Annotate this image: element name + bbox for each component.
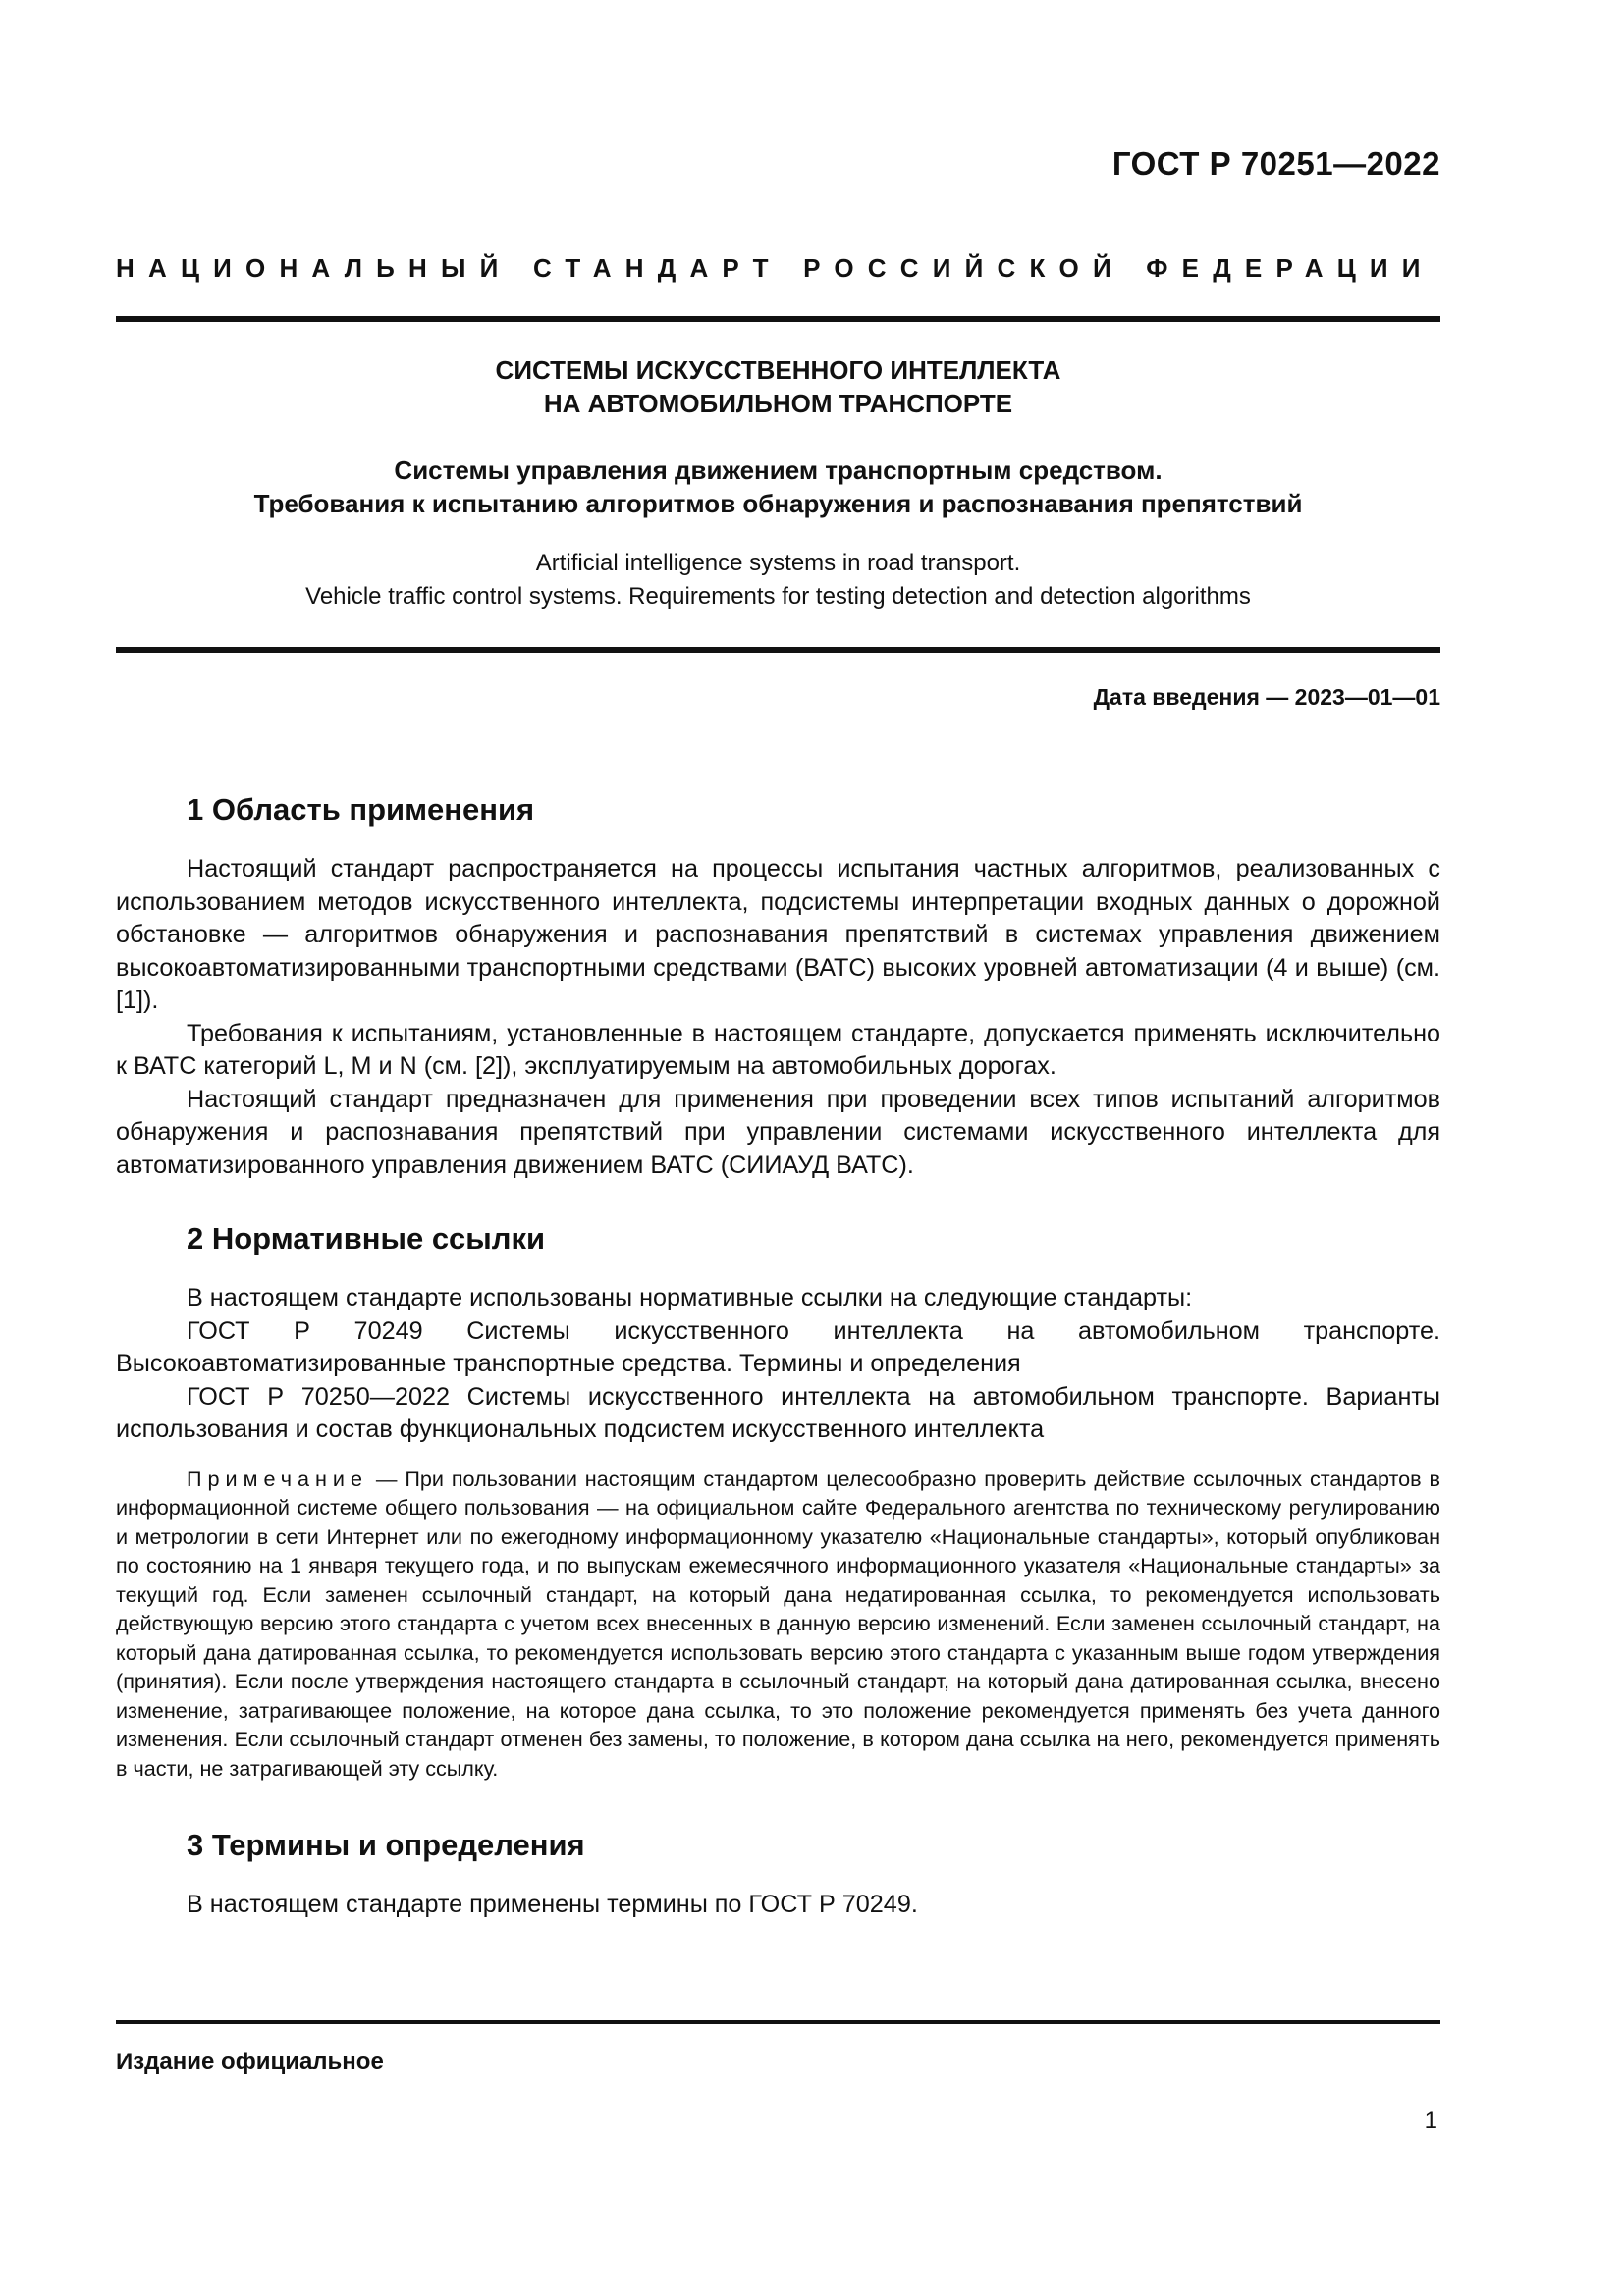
subtitle-line-1: Системы управления движением транспортным средством.: [394, 455, 1163, 485]
paragraph: В настоящем стандарте использованы нормативные ссылки на следующие стандарты:: [187, 1284, 1193, 1311]
document-body: [116, 790, 1440, 1922]
english-title: [116, 547, 1440, 614]
page-number: 1: [1424, 2108, 1437, 2134]
footer-divider: [116, 2020, 1440, 2024]
paragraph: Настоящий стандарт предназначен для применения при проведении всех типов испытаний алгоритмов обнаружения и распознавания препятствий при управлении системами искусственного интеллекта для автоматизированного управления движением ВАТС (СИИАУД ВАТС).: [116, 1085, 1440, 1179]
paragraph: Требования к испытаниям, установленные в настоящем стандарте, допускается применять исключительно к ВАТС категорий L, M и N (см. [2]), эксплуатируемым на автомобильных дорогах.: [116, 1019, 1440, 1080]
title-divider: [116, 647, 1440, 653]
document-subtitle: [116, 454, 1440, 520]
section-normative-references: [116, 1219, 1440, 1783]
english-title-line-2: Vehicle traffic control systems. Requirements for testing detection and detection algorithms: [305, 583, 1251, 610]
reference-item: ГОСТ Р 70250—2022 Системы искусственного интеллекта на автомобильном транспорте. Варианты использования и состав функциональных подсистем искусственного интеллекта: [116, 1382, 1440, 1443]
section-terms: [116, 1826, 1440, 1922]
standard-number: ГОСТ Р 70251—2022: [1111, 145, 1440, 182]
note: [116, 1465, 1440, 1784]
title-line-2: НА АВТОМОБИЛЬНОМ ТРАНСПОРТЕ: [543, 389, 1013, 418]
section-heading-terms: 3 Термины и определения: [187, 1828, 585, 1862]
note-text: — При пользовании настоящим стандартом целесообразно проверить действие ссылочных стандартов в информационной системе общего пользования — на официальном сайте Федерального агентства по техническому регулированию и метрологии в сети Интернет или по ежегодному информационному указателю «Национальные стандарты», который опубликован по состоянию на 1 января текущего года, и по выпускам ежемесячного информационного указателя «Национальные стандарты» за текущий год. Если заменен ссылочный стандарт, на который дана недатированная ссылка, то рекомендуется использовать действующую версию этого стандарта с учетом всех внесенных в данную версию изменений. Если заменен ссылочный стандарт, на который дана датированная ссылка, то рекомендуется использовать версию этого стандарта с указанным выше годом утверждения (принятия). Если после утверждения настоящего стандарта в ссылочный стандарт, на который дана датированная ссылка, внесено изменение, затрагивающее положение, на которое дана ссылка, то это положение рекомендуется применять без учета данного изменения. Если ссылочный стандарт отменен без замены, то положение, в котором дана ссылка на него, рекомендуется применять в части, не затрагивающей эту ссылку.: [116, 1466, 1440, 1781]
english-title-line-1: Artificial intelligence systems in road transport.: [535, 550, 1021, 576]
official-edition-label: Издание официальное: [116, 2049, 384, 2075]
title-line-1: СИСТЕМЫ ИСКУССТВЕННОГО ИНТЕЛЛЕКТА: [495, 355, 1061, 385]
subtitle-line-2: Требования к испытанию алгоритмов обнаружения и распознавания препятствий: [253, 489, 1303, 518]
header-divider: [116, 316, 1440, 322]
document-title: [116, 353, 1440, 420]
paragraph: Настоящий стандарт распространяется на процессы испытания частных алгоритмов, реализованных с использованием методов искусственного интеллекта, подсистемы интерпретации входных данных о дорожной обстановке — алгоритмов обнаружения и распознавания препятствий в системах управления движением высокоавтоматизированными транспортными средствами (ВАТС) высоких уровней автоматизации (4 и выше) (см. [1]).: [116, 855, 1440, 1014]
section-scope: [116, 790, 1440, 1182]
note-label: Примечание: [187, 1466, 368, 1491]
paragraph: В настоящем стандарте применены термины по ГОСТ Р 70249.: [187, 1891, 918, 1918]
section-heading-scope: 1 Область применения: [187, 792, 535, 827]
reference-item: ГОСТ Р 70249 Системы искусственного интеллекта на автомобильном транспорте. Высокоавтоматизированные транспортные средства. Термины и определения: [116, 1316, 1440, 1377]
national-standard-banner: НАЦИОНАЛЬНЫЙ СТАНДАРТ РОССИЙСКОЙ ФЕДЕРАЦИИ: [116, 253, 1435, 283]
section-heading-references: 2 Нормативные ссылки: [187, 1221, 546, 1255]
introduction-date: Дата введения — 2023—01—01: [1093, 684, 1440, 710]
